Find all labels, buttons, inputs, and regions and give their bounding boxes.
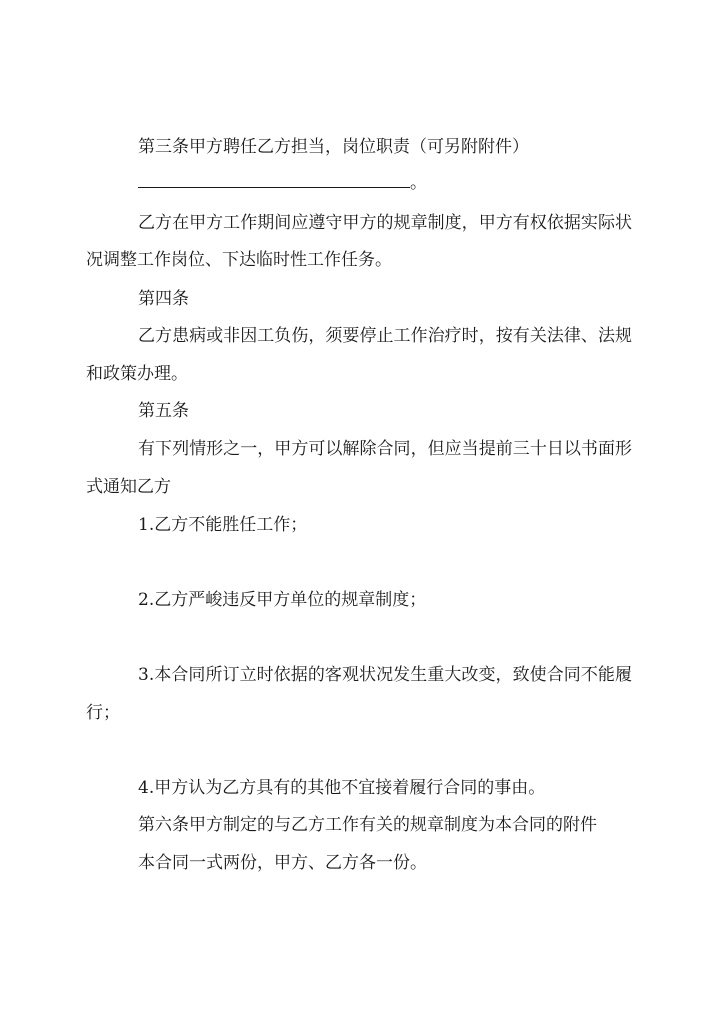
article-6: 第六条甲方制定的与乙方工作有关的规章制度为本合同的附件 bbox=[138, 815, 597, 835]
rules-paragraph-line-2: 况调整工作岗位、下达临时性工作任务。 bbox=[86, 250, 392, 270]
illness-paragraph-line-1: 乙方患病或非因工负伤，须要停止工作治疗时，按有关法律、法规 bbox=[138, 326, 632, 346]
illness-paragraph-line-2: 和政策办理。 bbox=[86, 364, 188, 384]
termination-paragraph-line-2: 式通知乙方 bbox=[86, 477, 171, 497]
rules-paragraph-line-1: 乙方在甲方工作期间应遵守甲方的规章制度，甲方有权依据实际状 bbox=[138, 213, 632, 233]
list-item-4: 4.甲方认为乙方具有的其他不宜接着履行合同的事由。 bbox=[138, 778, 546, 798]
list-item-1: 1.乙方不能胜任工作； bbox=[138, 515, 308, 535]
blank-period: 。 bbox=[410, 173, 427, 193]
duty-blank-line bbox=[138, 173, 427, 193]
termination-paragraph-line-1: 有下列情形之一，甲方可以解除合同，但应当提前三十日以书面形 bbox=[138, 439, 632, 459]
fill-in-blank bbox=[138, 173, 410, 188]
list-item-2: 2.乙方严峻违反甲方单位的规章制度； bbox=[138, 590, 427, 610]
article-4-heading: 第四条 bbox=[138, 289, 189, 309]
article-5-heading: 第五条 bbox=[138, 401, 189, 421]
list-item-3-line-1: 3.本合同所订立时依据的客观状况发生重大改变，致使合同不能履 bbox=[138, 665, 632, 685]
copies-clause: 本合同一式两份，甲方、乙方各一份。 bbox=[138, 853, 427, 873]
article-3-heading: 第三条甲方聘任乙方担当，岗位职责（可另附附件） bbox=[138, 137, 529, 157]
list-item-3-line-2: 行； bbox=[86, 703, 120, 723]
